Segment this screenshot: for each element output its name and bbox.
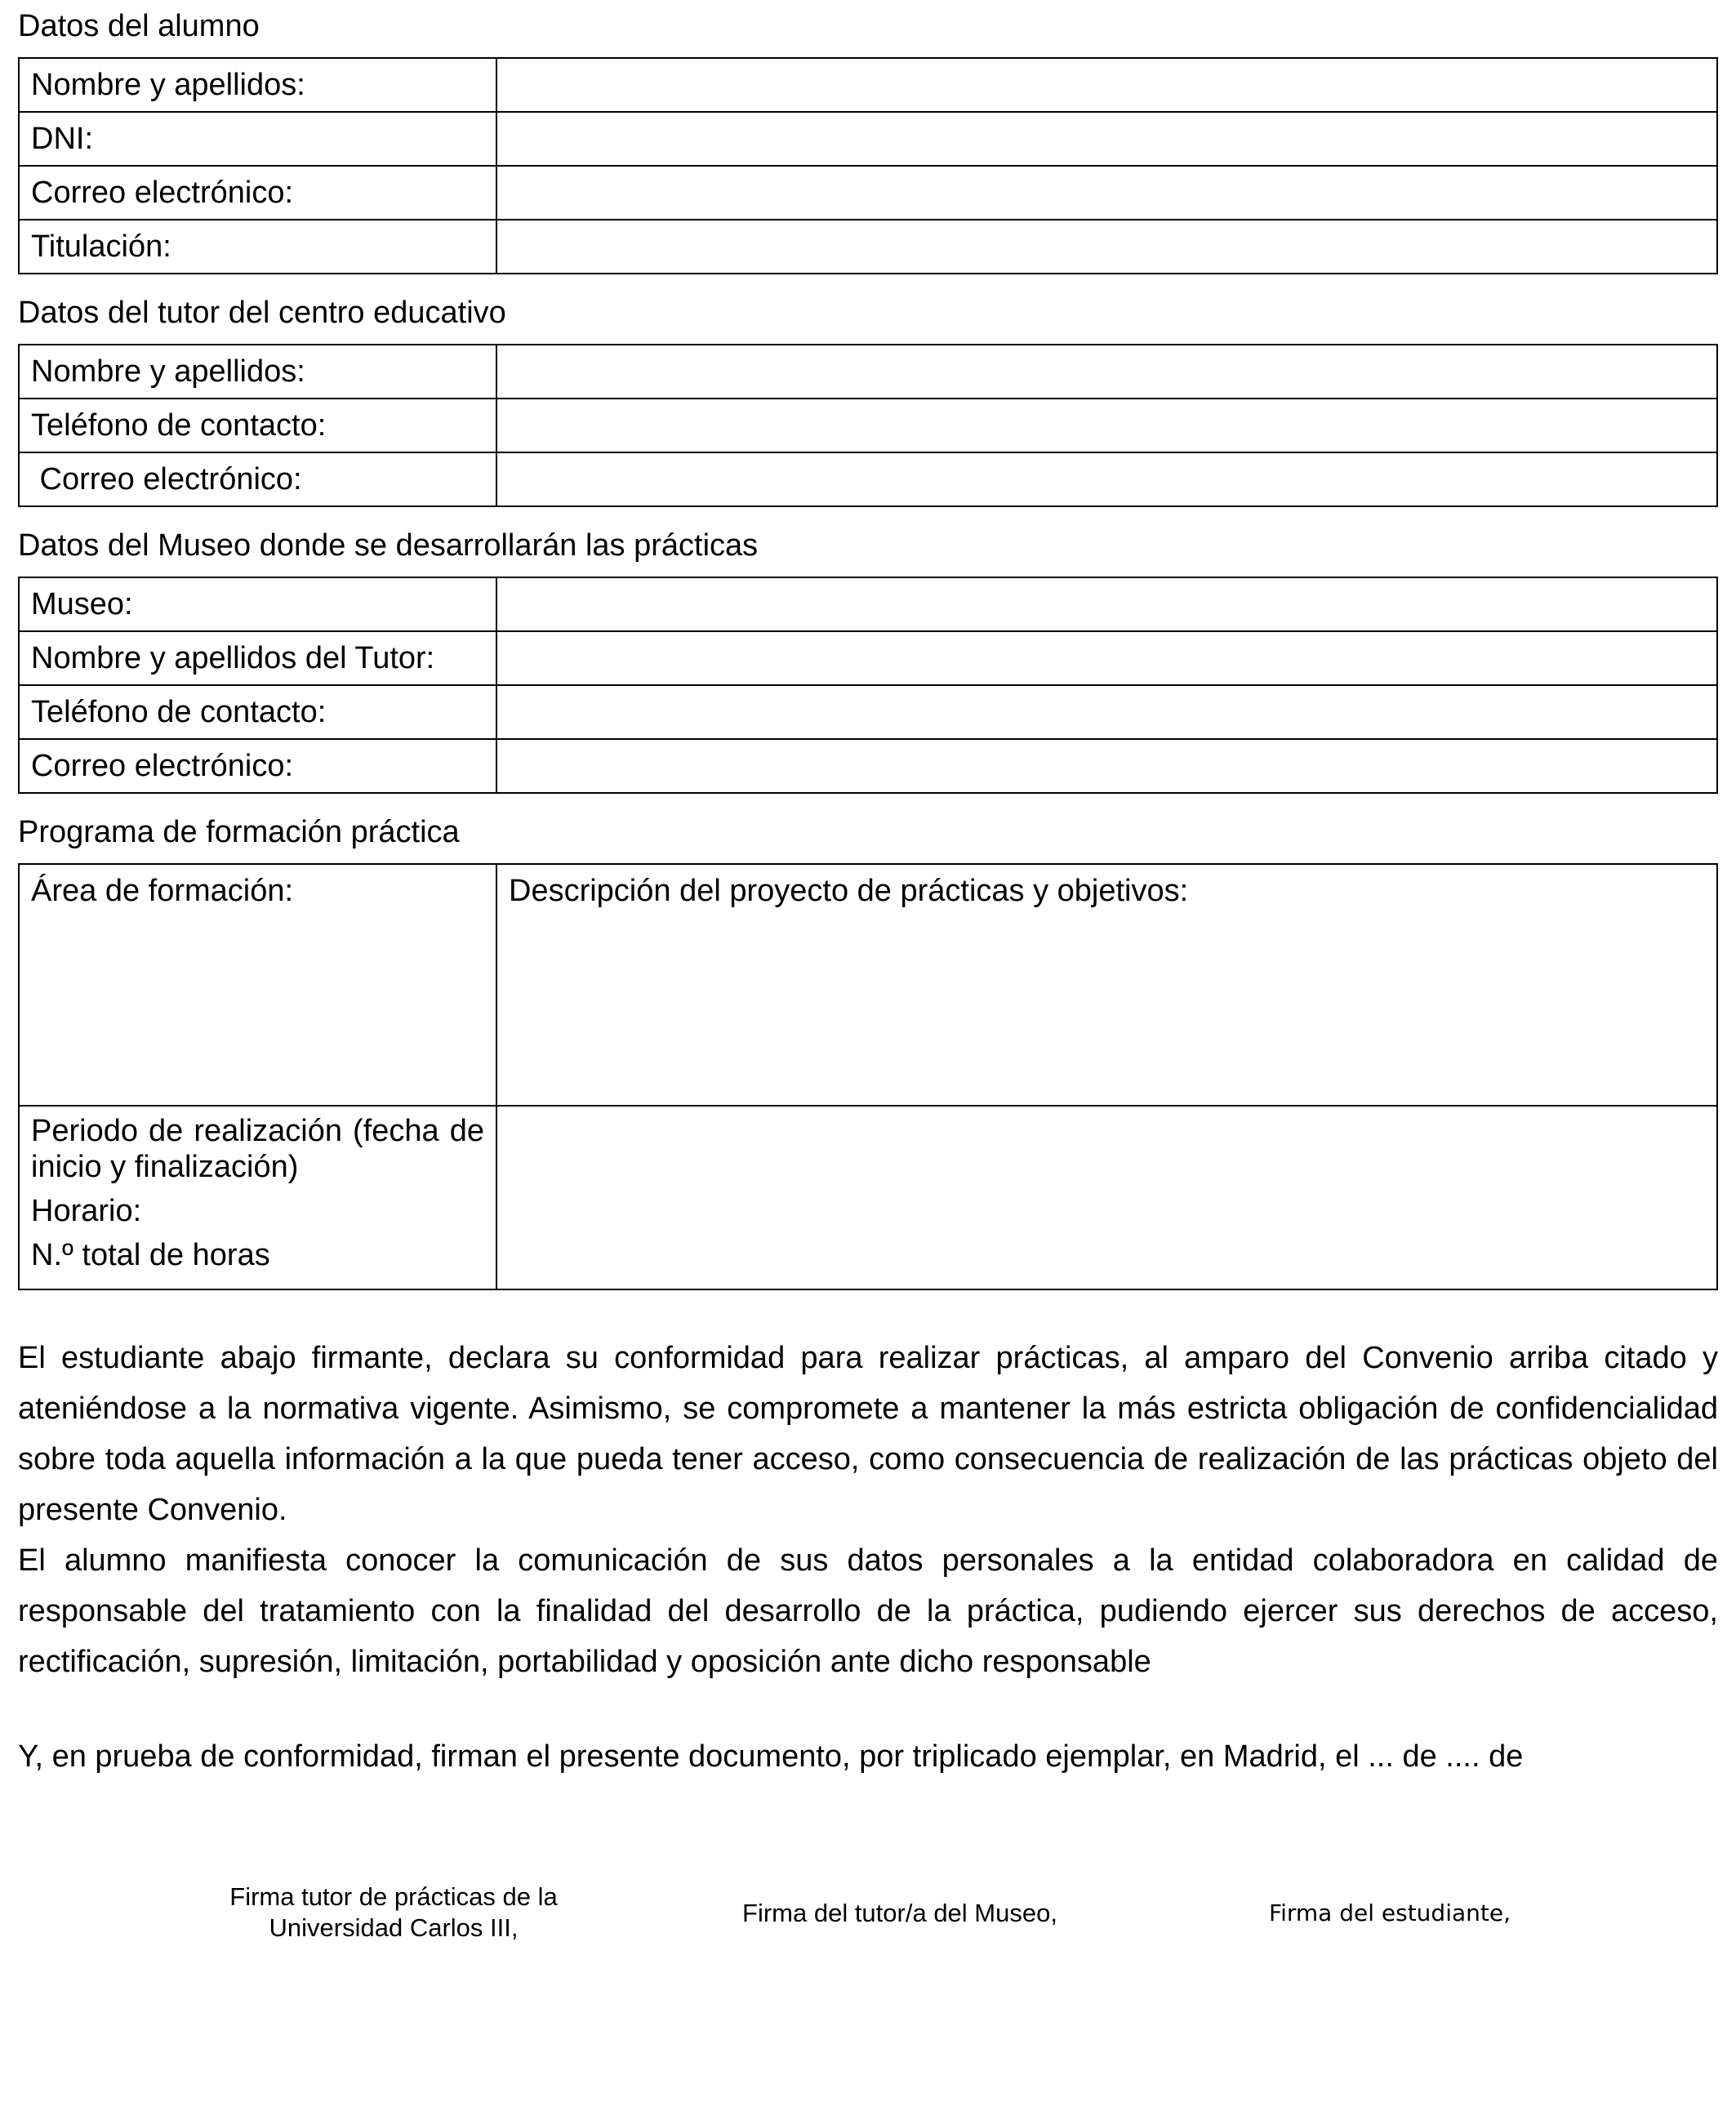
periodo-cell [19, 1106, 496, 1289]
section-heading-programa: Programa de formación práctica [18, 815, 460, 849]
area-formacion-cell[interactable] [19, 864, 496, 1106]
signature-tutor-museo: Firma del tutor/a del Museo, [742, 1899, 1057, 1927]
label-correo: Correo electrónico: [19, 166, 496, 220]
field-museo-correo[interactable] [496, 739, 1717, 793]
label-periodo: Periodo de realización (fecha de inicio y finalización) [31, 1114, 484, 1184]
label-tutor-telefono: Teléfono de contacto: [19, 399, 496, 452]
declaracion-paragraph-1: El estudiante abajo firmante, declara su conformidad para realizar prácticas, al amparo del Convenio arriba citado y ateniéndose a la normativa vigente. Asimismo, se compromete a mantener la más estricta obligación de confidencialidad sobre toda aquella información a la que pueda tener acceso, como consecuencia de realización de las prácticas objeto del presente Convenio. [18, 1341, 1718, 1527]
declaracion-text [18, 1333, 1718, 1687]
field-museo-telefono[interactable] [496, 685, 1717, 739]
field-museo[interactable] [496, 577, 1717, 631]
field-correo[interactable] [496, 166, 1717, 220]
label-museo-correo: Correo electrónico: [19, 739, 496, 793]
signature-estudiante: Firma del estudiante, [1269, 1899, 1511, 1926]
declaracion-paragraph-2: El alumno manifiesta conocer la comunicación de sus datos personales a la entidad colaboradora en calidad de responsable del tratamiento con la finalidad del desarrollo de la práctica, pudiendo ejercer sus derechos de acceso, rectificación, supresión, limitación, portabilidad y oposición ante dicho responsable [18, 1543, 1718, 1679]
field-titulacion[interactable] [496, 220, 1717, 274]
label-museo-telefono: Teléfono de contacto: [19, 685, 496, 739]
label-descripcion: Descripción del proyecto de prácticas y objetivos: [509, 874, 1189, 908]
signature-tutor-universidad [149, 1882, 639, 1944]
signature-tutor-universidad-line2: Universidad Carlos III, [269, 1913, 519, 1942]
field-museo-tutor[interactable] [496, 631, 1717, 685]
label-horario: Horario: [31, 1194, 142, 1228]
label-horas: N.º total de horas [31, 1238, 270, 1272]
label-tutor-nombre: Nombre y apellidos: [19, 345, 496, 399]
label-tutor-correo: Correo electrónico: [19, 452, 496, 506]
section-heading-tutor-centro: Datos del tutor del centro educativo [18, 296, 506, 330]
signature-tutor-universidad-line1: Firma tutor de prácticas de la [229, 1882, 558, 1911]
label-museo: Museo: [19, 577, 496, 631]
field-nombre[interactable] [496, 58, 1717, 112]
closing-statement: Y, en prueba de conformidad, firman el presente documento, por triplicado ejemplar, en Madrid, el ... de .... de [18, 1739, 1524, 1774]
field-tutor-nombre[interactable] [496, 345, 1717, 399]
label-area-formacion: Área de formación: [31, 874, 294, 908]
label-nombre: Nombre y apellidos: [19, 58, 496, 112]
field-tutor-telefono[interactable] [496, 399, 1717, 452]
label-museo-tutor: Nombre y apellidos del Tutor: [19, 631, 496, 685]
section-heading-alumno: Datos del alumno [18, 9, 260, 43]
section-heading-museo: Datos del Museo donde se desarrollarán las prácticas [18, 528, 759, 563]
tutor-centro-table [18, 344, 1718, 507]
label-dni: DNI: [19, 112, 496, 166]
museo-table [18, 577, 1718, 794]
field-tutor-correo[interactable] [496, 452, 1717, 506]
programa-table [18, 863, 1718, 1290]
field-periodo[interactable] [496, 1106, 1717, 1289]
descripcion-cell[interactable] [496, 864, 1717, 1106]
alumno-table [18, 57, 1718, 274]
label-titulacion: Titulación: [19, 220, 496, 274]
field-dni[interactable] [496, 112, 1717, 166]
